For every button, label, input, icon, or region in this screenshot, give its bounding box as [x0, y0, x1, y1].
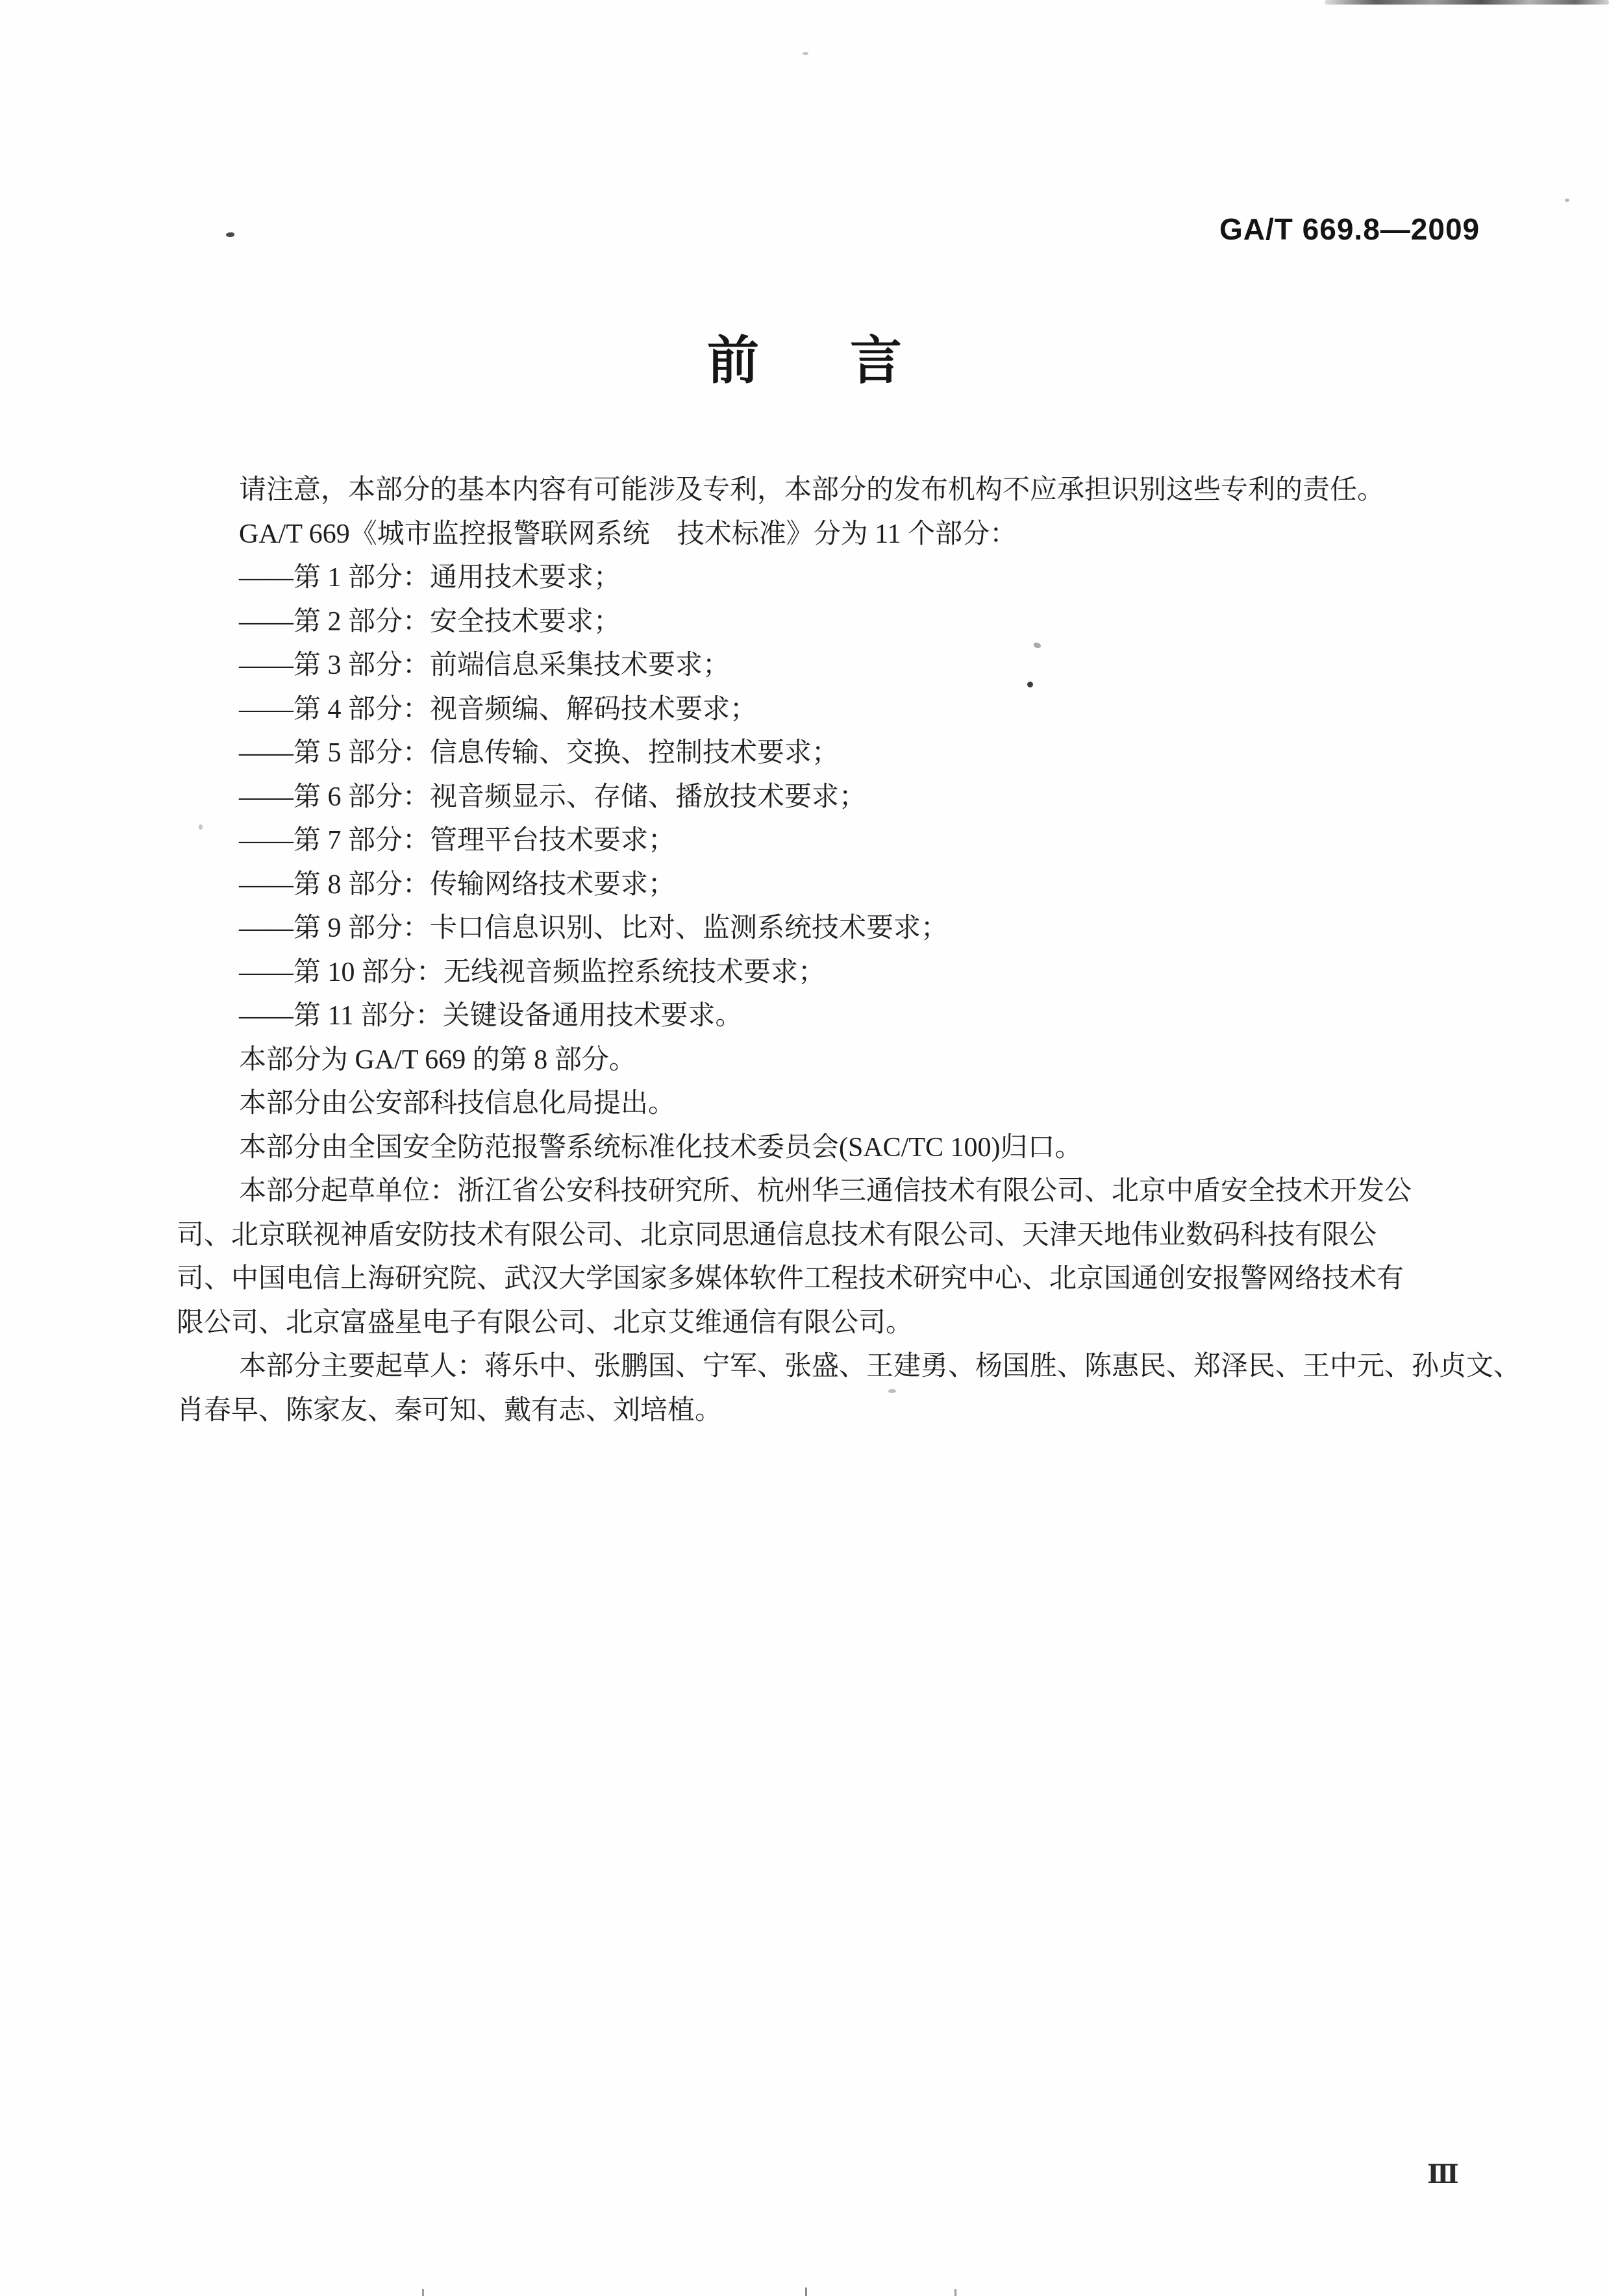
text-line: 请注意，本部分的基本内容有可能涉及专利，本部分的发布机构不应承担识别这些专利的责任。 [239, 475, 1385, 505]
text-line: ——第 2 部分：安全技术要求； [239, 606, 621, 637]
scan-artifact-speck [226, 232, 234, 237]
text-line: ——第 9 部分：卡口信息识别、比对、监测系统技术要求； [239, 913, 949, 943]
text-line: ——第 4 部分：视音频编、解码技术要求； [239, 694, 758, 724]
text-line: 本部分由全国安全防范报警系统标准化技术委员会(SAC/TC 100)归口。 [239, 1132, 1082, 1163]
text-line: ——第 1 部分：通用技术要求； [239, 563, 621, 593]
text-line: GA/T 669《城市监控报警联网系统 技术标准》分为 11 个部分： [239, 519, 1017, 549]
title-char-yan: 言 [850, 332, 902, 389]
text-line: 限公司、北京富盛星电子有限公司、北京艾维通信有限公司。 [177, 1307, 914, 1338]
title-char-qian: 前 [707, 332, 759, 389]
text-line: ——第 5 部分：信息传输、交换、控制技术要求； [239, 738, 840, 768]
text-line: ——第 3 部分：前端信息采集技术要求； [239, 650, 730, 680]
text-line: ——第 11 部分：关键设备通用技术要求。 [239, 1001, 743, 1031]
text-line: ——第 10 部分：无线视音频监控系统技术要求； [239, 957, 826, 987]
text-line: ——第 6 部分：视音频显示、存储、播放技术要求； [239, 782, 867, 812]
scan-artifact-bottom-tick [422, 2289, 424, 2296]
scan-artifact-speck [803, 52, 808, 55]
foreword-body [177, 469, 1521, 1433]
text-line: ——第 8 部分：传输网络技术要求； [239, 869, 676, 900]
standard-code-header: GA/T 669.8—2009 [1219, 212, 1480, 246]
scan-artifact-top-smudge [1325, 0, 1609, 5]
scan-artifact-bottom-tick [954, 2289, 956, 2296]
text-line: ——第 7 部分：管理平台技术要求； [239, 826, 676, 856]
text-line: 本部分起草单位：浙江省公安科技研究所、杭州华三通信技术有限公司、北京中盾安全技术开发公 [239, 1176, 1412, 1206]
text-line: 本部分为 GA/T 669 的第 8 部分。 [239, 1044, 636, 1075]
scan-artifact-bottom-tick [805, 2288, 807, 2296]
text-line: 司、北京联视神盾安防技术有限公司、北京同思通信息技术有限公司、天津天地伟业数码科技有限公 [177, 1220, 1377, 1250]
text-line: 肖春早、陈家友、秦可知、戴有志、刘培植。 [177, 1395, 723, 1426]
text-line: 本部分主要起草人：蒋乐中、张鹏国、宁军、张盛、王建勇、杨国胜、陈惠民、郑泽民、王中元、孙贞文、 [239, 1352, 1521, 1381]
page-number: Ⅲ [1427, 2160, 1459, 2189]
text-line: 司、中国电信上海研究院、武汉大学国家多媒体软件工程技术研究中心、北京国通创安报警网络技术有 [177, 1264, 1404, 1294]
scan-artifact-speck [1565, 199, 1569, 202]
page-title [0, 332, 1609, 389]
text-line: 本部分由公安部科技信息化局提出。 [239, 1089, 676, 1118]
